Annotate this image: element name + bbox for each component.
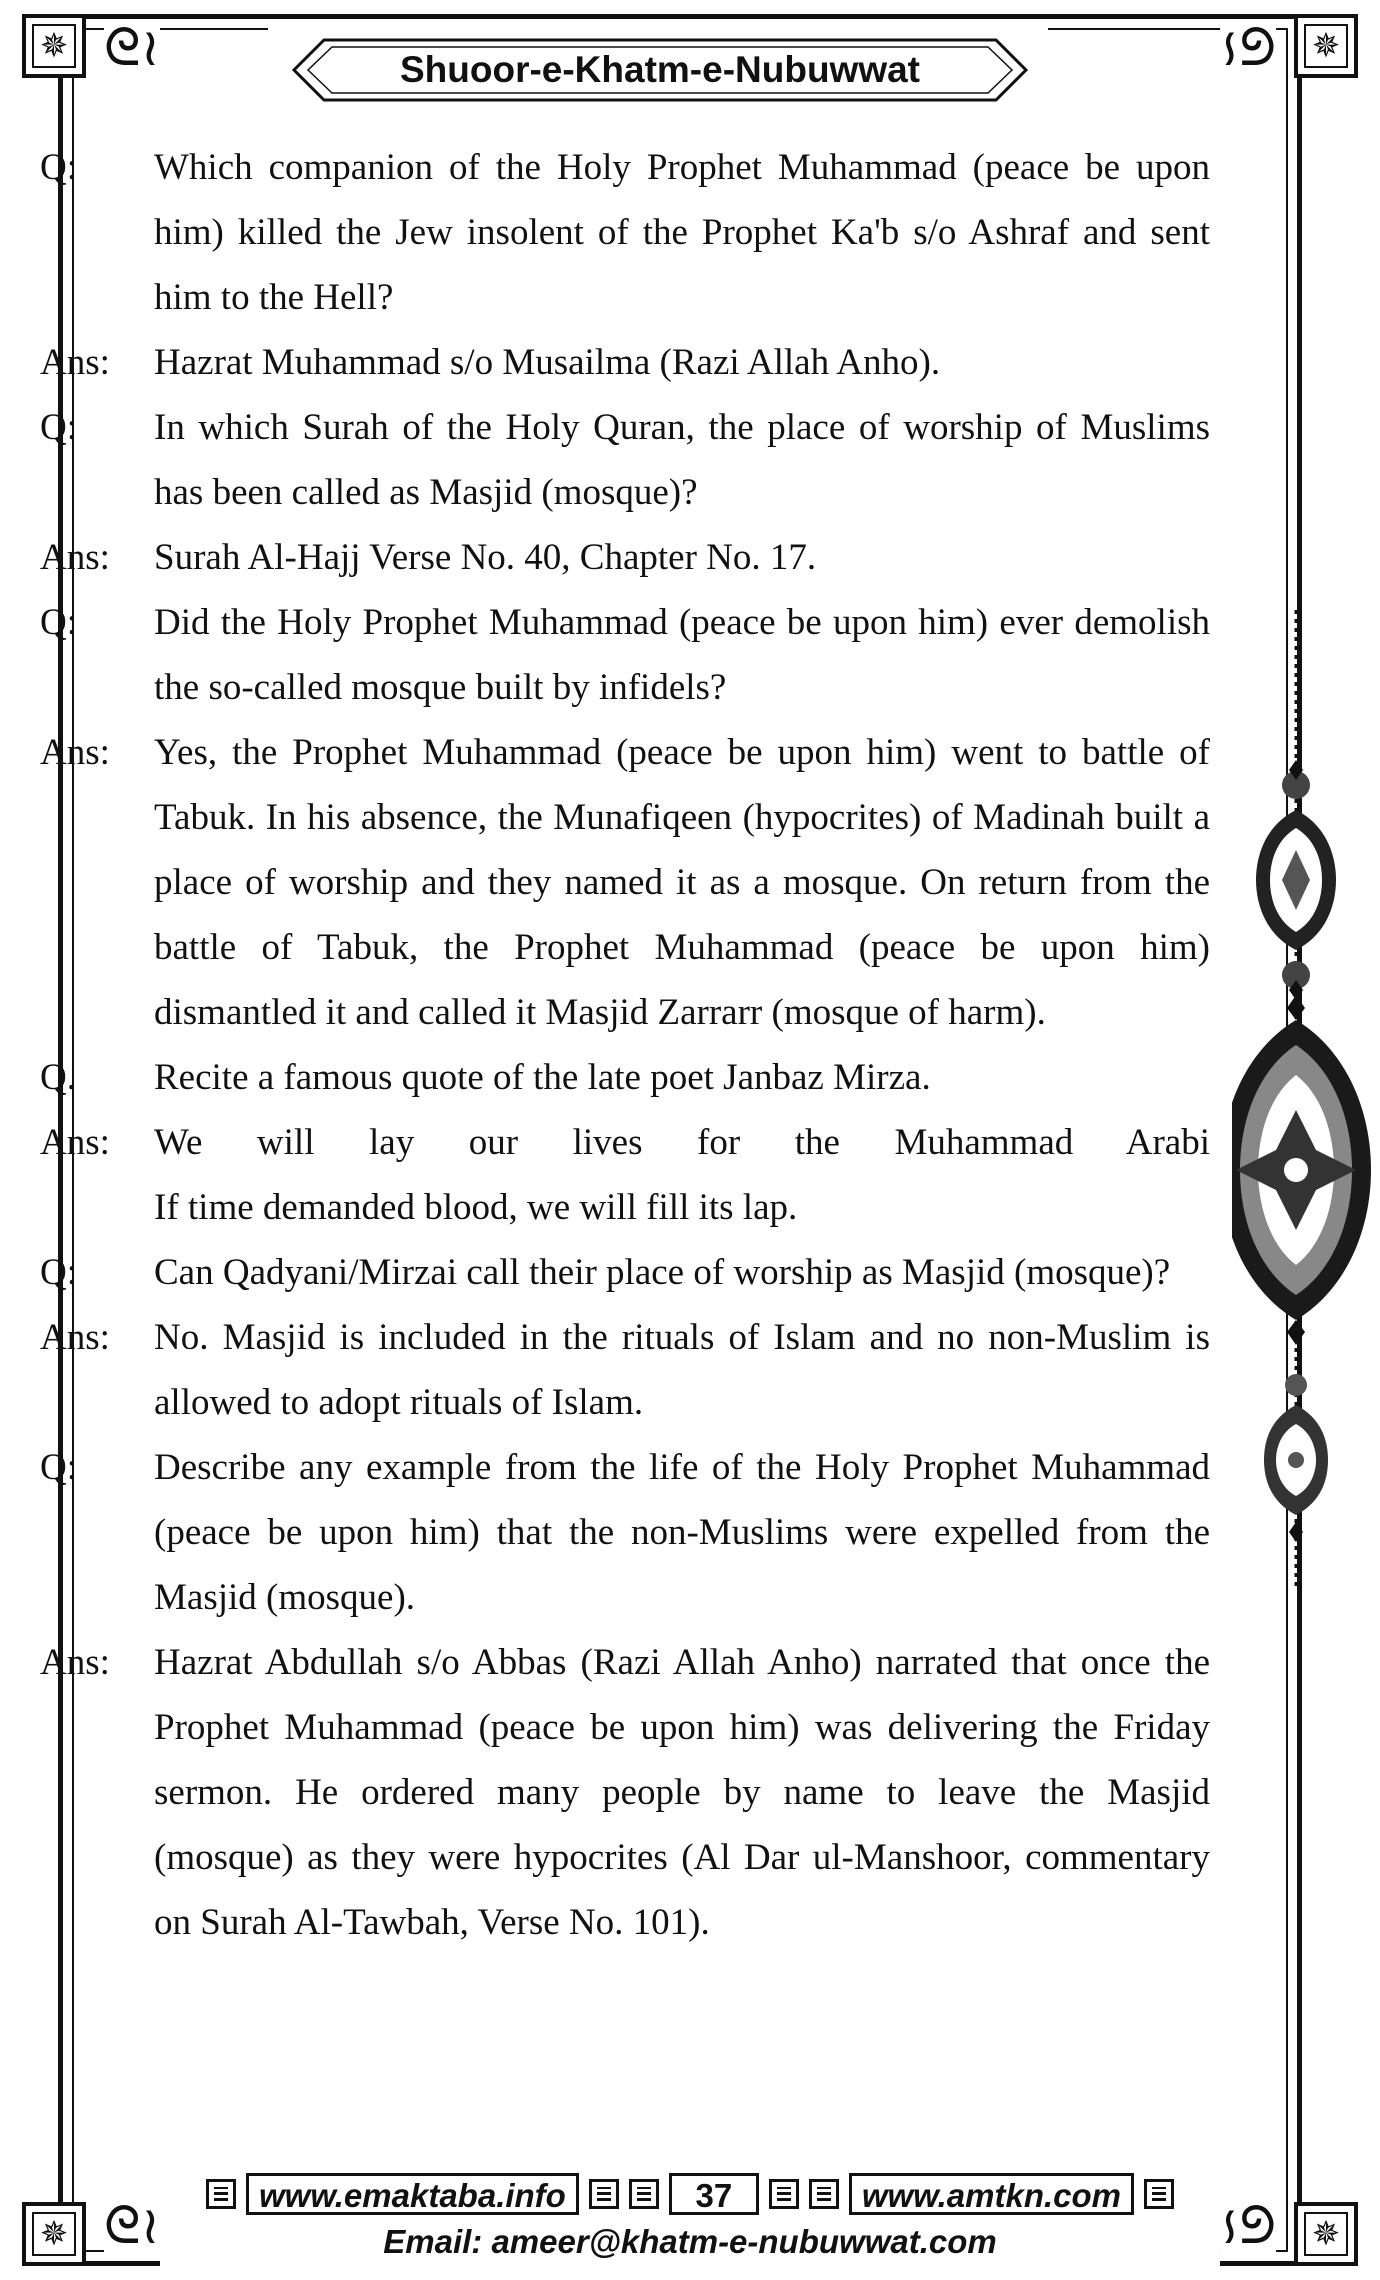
qa-item [40,1630,1212,1955]
qa-label: Q: [40,1447,77,1488]
qa-poem [154,1110,1210,1240]
page-header [292,38,1028,102]
qa-item [40,330,1212,395]
qa-label: Q: [40,407,77,448]
qa-text: Did the Holy Prophet Muhammad (peace be upon him) ever demolish the so-called mosque built by infidels? [154,602,1210,708]
qa-label: Ans: [40,537,110,578]
scroll-flourish-icon: ᘓ≀ [104,18,161,78]
corner-ornament-icon: ✵ [22,2202,86,2266]
qa-item [40,1305,1212,1435]
footer-bar [170,2168,1210,2220]
qa-label: Ans: [40,1642,110,1683]
page-number: 37 [669,2173,759,2215]
website-link-right[interactable]: www.amtkn.com [849,2173,1134,2215]
corner-ornament-icon: ✵ [1294,2202,1358,2266]
qa-content [40,135,1212,1955]
qa-item [40,395,1212,525]
grid-square-icon [206,2179,236,2209]
qa-item [40,1045,1212,1110]
qa-text: No. Masjid is included in the rituals of Islam and no non-Muslim is allowed to adopt rituals of Islam. [154,1317,1210,1423]
qa-text: Recite a famous quote of the late poet Janbaz Mirza. [154,1057,931,1098]
qa-item [40,1240,1212,1305]
qa-label: Ans: [40,1317,110,1358]
floral-medallion-ornament-icon [1232,610,1372,1590]
grid-square-icon [769,2179,799,2209]
qa-text: Surah Al-Hajj Verse No. 40, Chapter No. 17. [154,537,817,578]
qa-label: Ans: [40,1122,110,1163]
footer-email[interactable]: Email: ameer@khatm-e-nubuwwat.com [383,2223,997,2260]
qa-text: In which Surah of the Holy Quran, the place of worship of Muslims has been called as Masjid (mosque)? [154,407,1210,513]
scroll-flourish-icon: ᘓ≀ [104,2196,161,2256]
scroll-flourish-icon: ᘓ≀ [1219,18,1276,78]
corner-ornament-icon: ✵ [22,14,86,78]
qa-label: Ans: [40,732,110,773]
qa-item [40,590,1212,720]
qa-text: Can Qadyani/Mirzai call their place of worship as Masjid (mosque)? [154,1252,1171,1293]
qa-label: Q: [40,1252,77,1293]
qa-item [40,1110,1212,1240]
grid-square-icon [629,2179,659,2209]
qa-item [40,720,1212,1045]
qa-item [40,135,1212,330]
grid-square-icon [589,2179,619,2209]
qa-text: Describe any example from the life of the Holy Prophet Muhammad (peace be upon him) that the non-Muslims were expelled from the Masjid (mosque). [154,1447,1210,1618]
corner-ornament-icon: ✵ [1294,14,1358,78]
scroll-flourish-icon: ᘓ≀ [1219,2196,1276,2256]
website-link-left[interactable]: www.emaktaba.info [246,2173,579,2215]
qa-item [40,1435,1212,1630]
qa-text: Yes, the Prophet Muhammad (peace be upon him) went to battle of Tabuk. In his absence, the Munafiqeen (hypocrites) of Madinah built a place of worship and they named it as a mosque. On return from the battle of Tabuk, the Prophet Muhammad (peace be upon him) dismantled it and called it Masjid Zarrarr (mosque of harm). [154,732,1210,1033]
qa-label: Q. [40,1057,76,1098]
poem-line: If time demanded blood, we will fill its lap. [154,1187,798,1228]
qa-item [40,525,1212,590]
qa-text: Hazrat Muhammad s/o Musailma (Razi Allah Anho). [154,342,941,383]
page-title: Shuoor-e-Khatm-e-Nubuwwat [399,49,921,90]
grid-square-icon [1144,2179,1174,2209]
grid-square-icon [809,2179,839,2209]
qa-label: Ans: [40,342,110,383]
qa-label: Q: [40,602,77,643]
qa-text: Hazrat Abdullah s/o Abbas (Razi Allah Anho) narrated that once the Prophet Muhammad (peace be upon him) was delivering the Friday sermon. He ordered many people by name to leave the Masjid (mosque) as they were hypocrites (Al Dar ul-Manshoor, commentary on Surah Al-Tawbah, Verse No. 101). [154,1642,1210,1943]
qa-text: Which companion of the Holy Prophet Muhammad (peace be upon him) killed the Jew insolent of the Prophet Ka'b s/o Ashraf and sent him to the Hell? [154,147,1210,318]
qa-label: Q: [40,147,77,188]
poem-line: We will lay our lives for the Muhammad Arabi [154,1122,1210,1163]
